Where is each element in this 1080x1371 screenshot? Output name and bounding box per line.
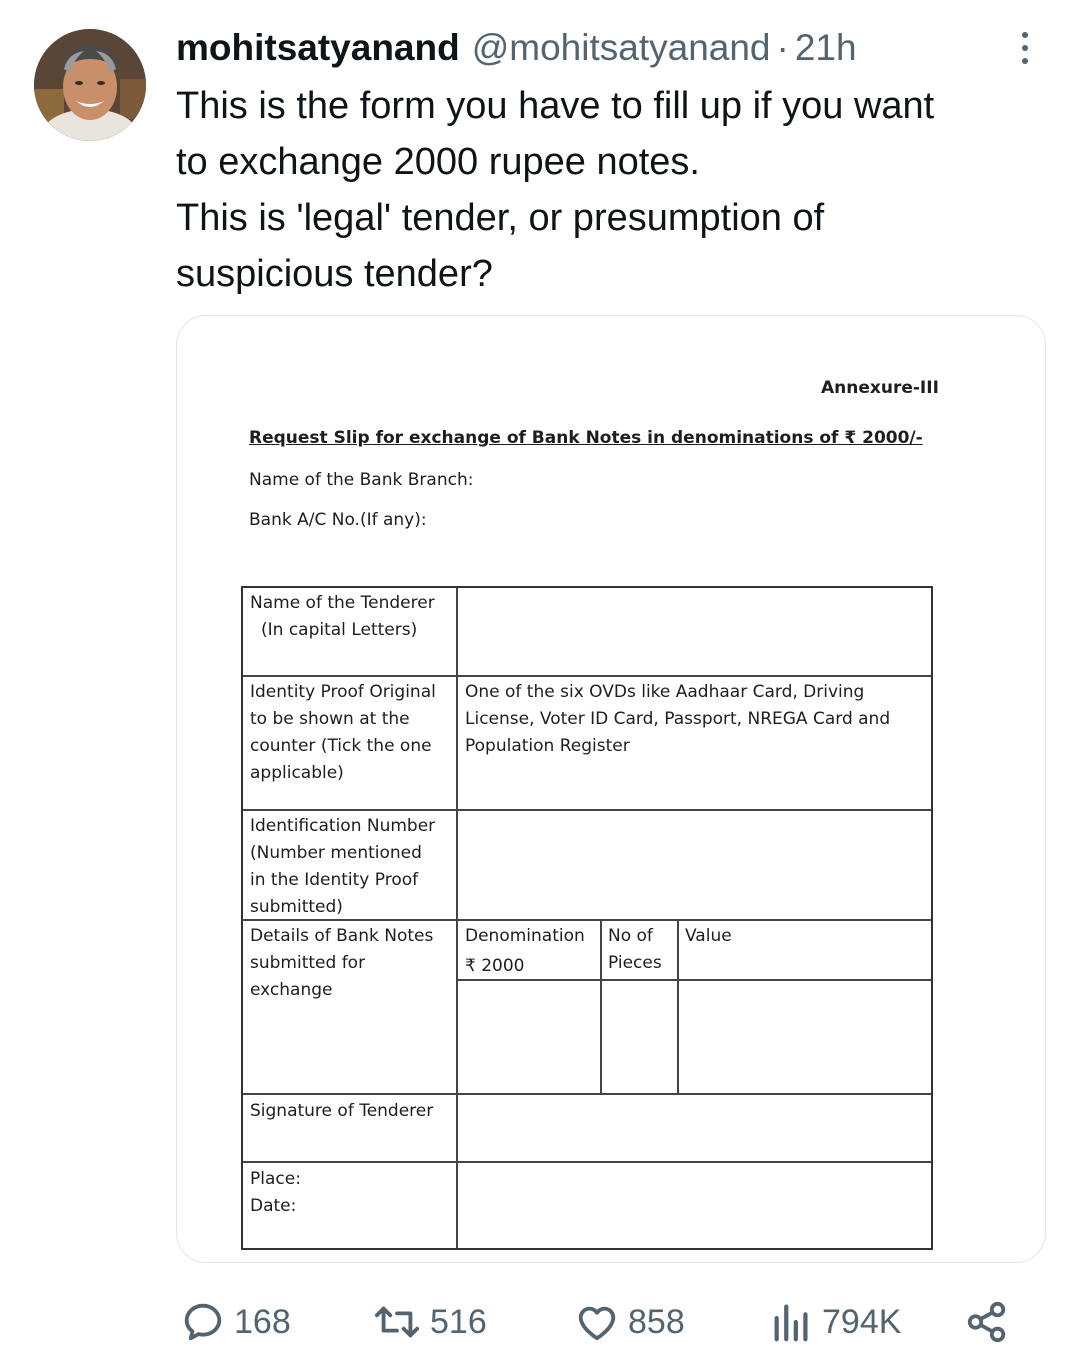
bank-notes-label: submitted for: [250, 953, 366, 973]
share-icon: [964, 1299, 1010, 1345]
bank-account-label: Bank A/C No.(If any):: [249, 510, 427, 530]
reply-icon: [180, 1299, 226, 1345]
table-divider: [677, 919, 679, 1093]
avatar[interactable]: [34, 29, 146, 141]
denomination-header: Denomination: [465, 926, 585, 946]
request-slip-table: [241, 586, 933, 1250]
tweet-header: [176, 26, 1040, 70]
pieces-header: No of: [608, 926, 653, 946]
views-chart-icon: [770, 1299, 814, 1345]
identification-number-label: Identification Number: [250, 816, 436, 836]
signature-label: Signature of Tenderer: [250, 1101, 434, 1121]
retweet-count: 516: [430, 1302, 487, 1341]
table-divider: [243, 1161, 931, 1163]
identity-proof-label: to be shown at the: [250, 709, 410, 729]
table-divider: [243, 1093, 931, 1095]
tweet-text-line: This is the form you have to fill up if you want: [176, 85, 935, 127]
pieces-header: Pieces: [608, 953, 662, 973]
more-options-icon[interactable]: [1010, 28, 1040, 68]
annexure-label: Annexure-III: [821, 378, 939, 398]
tweet-text-line: to exchange 2000 rupee notes.: [176, 141, 700, 183]
like-count: 858: [628, 1302, 685, 1341]
denomination-value: ₹ 2000: [465, 956, 525, 976]
views-count: 794K: [822, 1302, 902, 1341]
retweet-button[interactable]: [372, 1294, 487, 1350]
avatar-portrait: [34, 29, 146, 141]
table-divider: [243, 675, 931, 677]
reply-count: 168: [234, 1302, 291, 1341]
identity-proof-label: counter (Tick the one: [250, 736, 432, 756]
share-button[interactable]: [964, 1294, 1010, 1350]
identification-number-label: submitted): [250, 897, 343, 917]
date-label: Date:: [250, 1196, 297, 1216]
timestamp[interactable]: 21h: [794, 27, 857, 68]
tweet-actions: [176, 1294, 1016, 1350]
reply-button[interactable]: [180, 1294, 291, 1350]
value-header: Value: [685, 926, 732, 946]
tweet-text-line: suspicious tender?: [176, 253, 493, 295]
identity-proof-options: License, Voter ID Card, Passport, NREGA Card and: [465, 709, 891, 729]
display-name[interactable]: mohitsatyanand: [176, 27, 460, 68]
separator-dot: ·: [776, 27, 789, 68]
identification-number-label: (Number mentioned: [250, 843, 422, 863]
identification-number-label: in the Identity Proof: [250, 870, 419, 890]
like-button[interactable]: [574, 1294, 685, 1350]
table-divider: [456, 588, 458, 1248]
table-divider: [243, 919, 931, 921]
identity-proof-label: applicable): [250, 763, 344, 783]
identity-proof-options: Population Register: [465, 736, 630, 756]
views-button[interactable]: [770, 1294, 901, 1350]
tenderer-name-sublabel: (In capital Letters): [261, 620, 418, 640]
user-handle[interactable]: @mohitsatyanand: [471, 27, 771, 68]
tweet-text: [176, 78, 1056, 302]
identity-proof-label: Identity Proof Original: [250, 682, 436, 702]
tenderer-name-label: Name of the Tenderer: [250, 593, 435, 613]
table-divider: [243, 809, 931, 811]
bank-notes-label: exchange: [250, 980, 333, 1000]
bank-notes-label: Details of Bank Notes: [250, 926, 434, 946]
table-divider: [600, 919, 602, 1093]
place-label: Place:: [250, 1169, 301, 1189]
form-title: Request Slip for exchange of Bank Notes in denominations of ₹ 2000/-: [249, 428, 923, 448]
table-divider: [456, 979, 931, 981]
bank-branch-label: Name of the Bank Branch:: [249, 470, 474, 490]
tweet-text-line: This is 'legal' tender, or presumption of: [176, 197, 825, 239]
retweet-icon: [372, 1299, 422, 1345]
tweet-media-image[interactable]: [176, 315, 1046, 1263]
identity-proof-options: One of the six OVDs like Aadhaar Card, Driving: [465, 682, 865, 702]
heart-icon: [574, 1299, 620, 1345]
